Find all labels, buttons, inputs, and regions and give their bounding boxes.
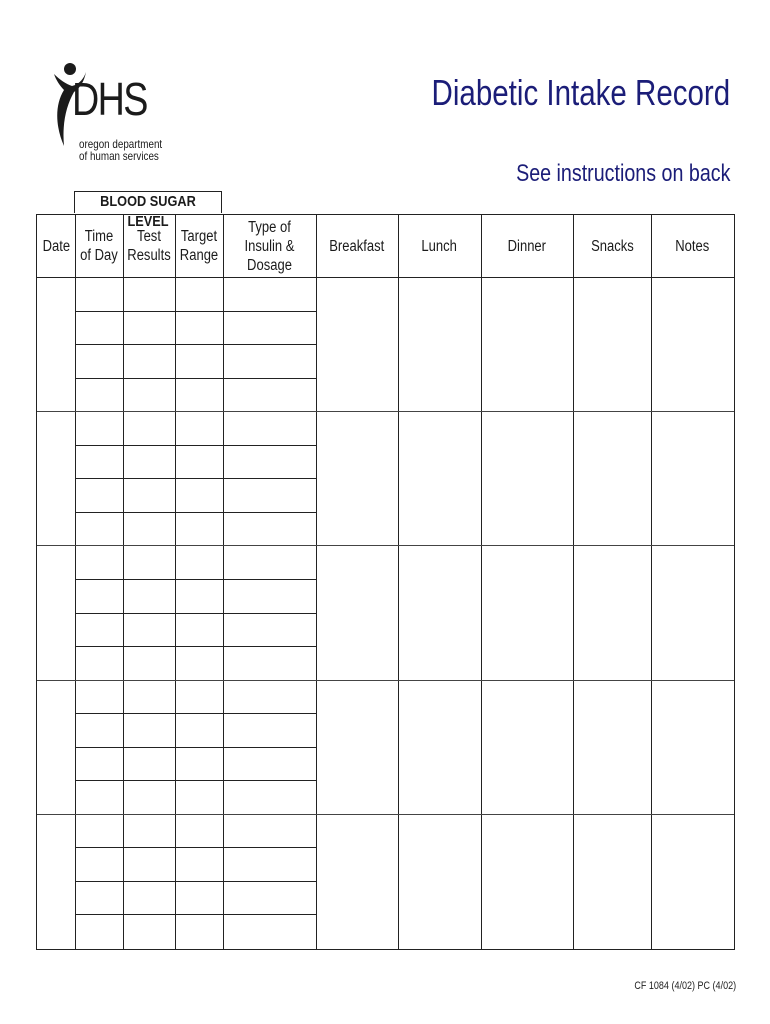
test-results-cell[interactable]: [123, 814, 175, 848]
target-range-cell[interactable]: [175, 613, 223, 647]
test-results-cell[interactable]: [123, 613, 175, 647]
logo-line-1: oregon department: [79, 137, 163, 151]
insulin-dosage-cell[interactable]: [223, 814, 316, 848]
column-header-label: Time of Day: [80, 228, 118, 264]
date-cell[interactable]: [37, 411, 75, 545]
target-range-cell[interactable]: [175, 277, 223, 311]
column-header-label: Lunch: [421, 237, 458, 255]
test-results-cell[interactable]: [123, 411, 175, 445]
target-range-cell[interactable]: [175, 914, 223, 948]
insulin-dosage-cell[interactable]: [223, 579, 316, 613]
column-header-label: Target Range: [179, 228, 219, 264]
test-results-cell[interactable]: [123, 344, 175, 378]
target-range-cell[interactable]: [175, 646, 223, 680]
snacks-cell[interactable]: [573, 680, 651, 814]
column-header-label: Notes: [675, 237, 710, 255]
insulin-dosage-cell[interactable]: [223, 680, 316, 714]
target-range-cell[interactable]: [175, 445, 223, 479]
test-results-cell[interactable]: [123, 545, 175, 579]
column-header-test-results: [123, 215, 175, 277]
dinner-cell[interactable]: [481, 277, 573, 411]
time-of-day-cell[interactable]: [75, 847, 123, 881]
insulin-dosage-cell[interactable]: [223, 881, 316, 915]
notes-cell[interactable]: [651, 545, 734, 679]
lunch-cell[interactable]: [398, 545, 481, 679]
dinner-cell[interactable]: [481, 545, 573, 679]
dhs-logo: [50, 62, 163, 167]
test-results-cell[interactable]: [123, 277, 175, 311]
column-header-label: Breakfast: [329, 237, 385, 255]
column-header-breakfast: [316, 215, 398, 277]
lunch-cell[interactable]: [398, 680, 481, 814]
insulin-dosage-cell[interactable]: [223, 780, 316, 814]
breakfast-cell[interactable]: [316, 680, 398, 814]
intake-record-table: [36, 214, 735, 950]
column-header-label: Snacks: [590, 237, 634, 255]
insulin-dosage-cell[interactable]: [223, 747, 316, 781]
column-header-notes: [651, 215, 734, 277]
date-cell[interactable]: [37, 814, 75, 948]
time-of-day-cell[interactable]: [75, 747, 123, 781]
date-cell[interactable]: [37, 277, 75, 411]
test-results-cell[interactable]: [123, 445, 175, 479]
target-range-cell[interactable]: [175, 680, 223, 714]
target-range-cell[interactable]: [175, 780, 223, 814]
test-results-cell[interactable]: [123, 378, 175, 412]
test-results-cell[interactable]: [123, 780, 175, 814]
time-of-day-cell[interactable]: [75, 680, 123, 714]
notes-cell[interactable]: [651, 680, 734, 814]
target-range-cell[interactable]: [175, 579, 223, 613]
snacks-cell[interactable]: [573, 277, 651, 411]
time-of-day-cell[interactable]: [75, 713, 123, 747]
insulin-dosage-cell[interactable]: [223, 914, 316, 948]
instructions-note: See instructions on back: [515, 160, 730, 187]
target-range-cell[interactable]: [175, 411, 223, 445]
test-results-cell[interactable]: [123, 713, 175, 747]
test-results-cell[interactable]: [123, 646, 175, 680]
target-range-cell[interactable]: [175, 344, 223, 378]
insulin-dosage-cell[interactable]: [223, 277, 316, 311]
column-header-dinner: [481, 215, 573, 277]
insulin-dosage-cell[interactable]: [223, 311, 316, 345]
column-header-snacks: [573, 215, 651, 277]
target-range-cell[interactable]: [175, 847, 223, 881]
test-results-cell[interactable]: [123, 914, 175, 948]
time-of-day-cell[interactable]: [75, 445, 123, 479]
time-of-day-cell[interactable]: [75, 814, 123, 848]
target-range-cell[interactable]: [175, 814, 223, 848]
test-results-cell[interactable]: [123, 747, 175, 781]
test-results-cell[interactable]: [123, 311, 175, 345]
insulin-dosage-cell[interactable]: [223, 378, 316, 412]
notes-cell[interactable]: [651, 411, 734, 545]
dinner-cell[interactable]: [481, 680, 573, 814]
dinner-cell[interactable]: [481, 411, 573, 545]
insulin-dosage-cell[interactable]: [223, 713, 316, 747]
column-header-label: Type of Insulin & Dosage: [244, 218, 295, 274]
breakfast-cell[interactable]: [316, 545, 398, 679]
target-range-cell[interactable]: [175, 545, 223, 579]
form-title: Diabetic Intake Record: [431, 72, 730, 113]
time-of-day-cell[interactable]: [75, 914, 123, 948]
logo-line-2: of human services: [79, 149, 159, 163]
column-header-time-of-day: [75, 215, 123, 277]
target-range-cell[interactable]: [175, 512, 223, 546]
breakfast-cell[interactable]: [316, 814, 398, 948]
insulin-dosage-cell[interactable]: [223, 344, 316, 378]
test-results-cell[interactable]: [123, 512, 175, 546]
time-of-day-cell[interactable]: [75, 512, 123, 546]
lunch-cell[interactable]: [398, 411, 481, 545]
snacks-cell[interactable]: [573, 545, 651, 679]
target-range-cell[interactable]: [175, 881, 223, 915]
breakfast-cell[interactable]: [316, 277, 398, 411]
insulin-dosage-cell[interactable]: [223, 545, 316, 579]
insulin-dosage-cell[interactable]: [223, 613, 316, 647]
breakfast-cell[interactable]: [316, 411, 398, 545]
time-of-day-cell[interactable]: [75, 579, 123, 613]
target-range-cell[interactable]: [175, 311, 223, 345]
test-results-cell[interactable]: [123, 579, 175, 613]
time-of-day-cell[interactable]: [75, 881, 123, 915]
column-header-label: Test Results: [127, 228, 171, 264]
lunch-cell[interactable]: [398, 277, 481, 411]
time-of-day-cell[interactable]: [75, 545, 123, 579]
test-results-cell[interactable]: [123, 847, 175, 881]
logo-wordmark: DHS: [72, 73, 147, 125]
column-header-label: Date: [42, 237, 70, 255]
time-of-day-cell[interactable]: [75, 378, 123, 412]
test-results-cell[interactable]: [123, 478, 175, 512]
column-header-label: Dinner: [507, 237, 547, 255]
insulin-dosage-cell[interactable]: [223, 512, 316, 546]
column-header-type-of-insulin-dosage: [223, 215, 316, 277]
column-header-target-range: [175, 215, 223, 277]
dinner-cell[interactable]: [481, 814, 573, 948]
time-of-day-cell[interactable]: [75, 411, 123, 445]
snacks-cell[interactable]: [573, 411, 651, 545]
target-range-cell[interactable]: [175, 378, 223, 412]
target-range-cell[interactable]: [175, 713, 223, 747]
date-cell[interactable]: [37, 545, 75, 679]
target-range-cell[interactable]: [175, 478, 223, 512]
blood-sugar-level-header: [74, 191, 222, 230]
test-results-cell[interactable]: [123, 680, 175, 714]
notes-cell[interactable]: [651, 814, 734, 948]
lunch-cell[interactable]: [398, 814, 481, 948]
target-range-cell[interactable]: [175, 747, 223, 781]
form-code: CF 1084 (4/02) PC (4/02): [634, 980, 736, 992]
time-of-day-cell[interactable]: [75, 311, 123, 345]
time-of-day-cell[interactable]: [75, 478, 123, 512]
insulin-dosage-cell[interactable]: [223, 847, 316, 881]
blood-sugar-level-label: BLOOD SUGAR LEVEL: [100, 193, 196, 230]
test-results-cell[interactable]: [123, 881, 175, 915]
time-of-day-cell[interactable]: [75, 344, 123, 378]
column-header-lunch: [398, 215, 481, 277]
date-cell[interactable]: [37, 680, 75, 814]
notes-cell[interactable]: [651, 277, 734, 411]
insulin-dosage-cell[interactable]: [223, 445, 316, 479]
time-of-day-cell[interactable]: [75, 646, 123, 680]
column-header-date: [37, 215, 75, 277]
time-of-day-cell[interactable]: [75, 780, 123, 814]
insulin-dosage-cell[interactable]: [223, 646, 316, 680]
insulin-dosage-cell[interactable]: [223, 478, 316, 512]
time-of-day-cell[interactable]: [75, 613, 123, 647]
insulin-dosage-cell[interactable]: [223, 411, 316, 445]
snacks-cell[interactable]: [573, 814, 651, 948]
time-of-day-cell[interactable]: [75, 277, 123, 311]
